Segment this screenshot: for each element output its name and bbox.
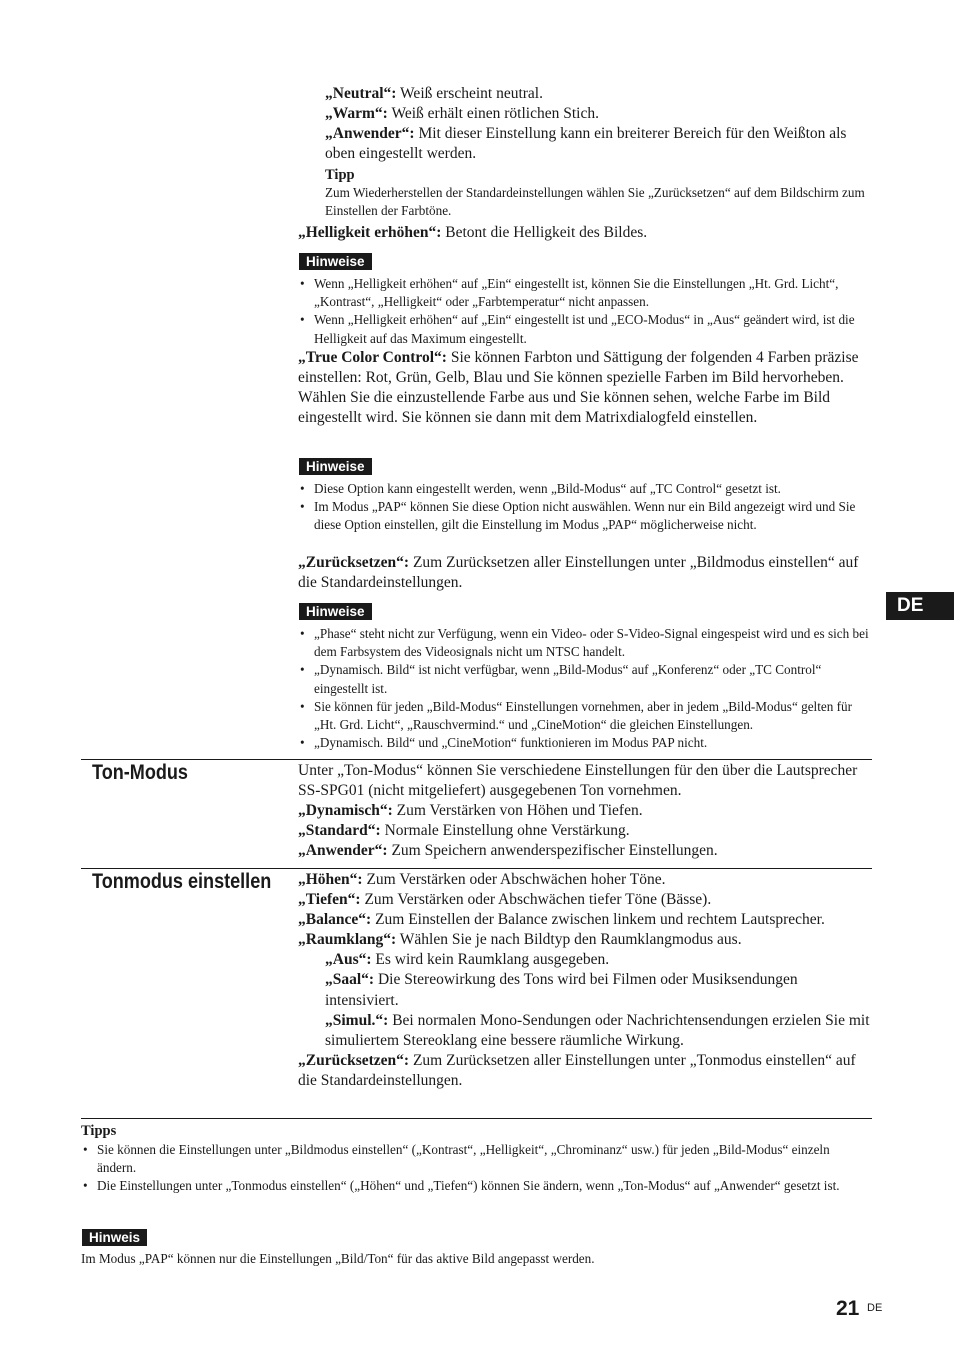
truecolor-item: „True Color Control“: Sie können Farbton und Sättigung der folgenden 4 Farben präzise einstellen: Rot, Grün, Gelb, Blau und Sie können spezielle Farben im Bild hervorheben. Wählen Sie die einzustellende Farbe aus und Sie können sehen, welche Farbe im Bild eingestellt wird. Sie können sie dann mit dem Matrixdialogfeld einstellen. bbox=[298, 349, 859, 427]
list-item: • Sie können für jeden „Bild-Modus“ Einstellungen vornehmen, aber in jedem „Bild-Modus“ gelten für „Ht. Grd. Licht“, „Rauschvermind.“ und „CineMotion“ die gleichen Einstellungen. bbox=[298, 698, 874, 734]
wb-option-anwender: „Anwender“: Mit dieser Einstellung kann ein breiterer Bereich für den Weißton als oben eingestellt werden. bbox=[325, 125, 847, 163]
hinweis-text: Im Modus „PAP“ können nur die Einstellungen „Bild/Ton“ für das aktive Bild angepasst werden. bbox=[81, 1251, 595, 1266]
tipps-list bbox=[81, 1141, 871, 1196]
hinweise-badge: Hinweise bbox=[299, 458, 372, 476]
list-item: • Wenn „Helligkeit erhöhen“ auf „Ein“ eingestellt ist und „ECO-Modus“ in „Aus“ geändert wird, ist die Helligkeit auf das Maximum eingestellt. bbox=[298, 311, 874, 347]
tonmodus-einstellen-content bbox=[298, 870, 874, 1091]
hinweis-badge: Hinweis bbox=[82, 1229, 147, 1247]
raumklang-option: „Saal“: Die Stereowirkung des Tons wird bei Filmen oder Musiksendungen intensiviert. bbox=[325, 971, 798, 1009]
wb-option-neutral: „Neutral“: Weiß erscheint neutral. bbox=[325, 85, 543, 102]
page-number: 21 bbox=[836, 1297, 860, 1320]
tip-box bbox=[298, 166, 874, 221]
section-title-tonmodus-einstellen: Tonmodus einstellen bbox=[92, 870, 272, 893]
helligkeit-item: „Helligkeit erhöhen“: Betont die Helligkeit des Bildes. bbox=[298, 224, 648, 241]
ton-option: „Standard“: Normale Einstellung ohne Verstärkung. bbox=[298, 822, 630, 840]
list-item: • „Phase“ steht nicht zur Verfügung, wenn ein Video- oder S-Video-Signal eingespeist wird und es sich bei dem Farbsystem des Videosignals nicht um NTSC handelt. bbox=[298, 625, 874, 661]
white-balance-options bbox=[298, 84, 874, 164]
ton-option: „Dynamisch“: Zum Verstärken von Höhen und Tiefen. bbox=[298, 802, 643, 820]
list-item: • „Dynamisch. Bild“ und „CineMotion“ funktionieren im Modus PAP nicht. bbox=[298, 734, 874, 752]
hinweise-list bbox=[298, 275, 874, 348]
list-item: • Die Einstellungen unter „Tonmodus einstellen“ („Höhen“ und „Tiefen“) können Sie ändern, wenn „Ton-Modus“ auf „Anwender“ gesetzt ist. bbox=[81, 1177, 871, 1195]
sound-setting-raumklang: „Raumklang“: Wählen Sie je nach Bildtyp den Raumklangmodus aus. bbox=[298, 931, 742, 949]
list-item: • Diese Option kann eingestellt werden, wenn „Bild-Modus“ auf „TC Control“ gesetzt ist. bbox=[298, 480, 874, 498]
tipps-box bbox=[81, 1122, 871, 1196]
list-item: • „Dynamisch. Bild“ ist nicht verfügbar, wenn „Bild-Modus“ auf „Konferenz“ oder „TC Control“ eingestellt ist. bbox=[298, 661, 874, 697]
tipps-heading: Tipps bbox=[81, 1123, 117, 1139]
raumklang-option: „Simul.“: Bei normalen Mono-Sendungen oder Nachrichtensendungen erzielen Sie mit simuliertem Stereoklang eine bessere räumliche Wirkung. bbox=[325, 1011, 870, 1049]
section-divider bbox=[81, 759, 872, 760]
list-item: • Wenn „Helligkeit erhöhen“ auf „Ein“ eingestellt ist, können Sie die Einstellungen „Ht. Grd. Licht“, „Kontrast“, „Helligkeit“ oder „Farbtemperatur“ nicht anpassen. bbox=[298, 275, 874, 311]
hinweise-list bbox=[298, 480, 874, 535]
hinweise-list bbox=[298, 625, 874, 752]
hinweise-badge: Hinweise bbox=[299, 603, 372, 621]
sound-setting-zuruecksetzen: „Zurücksetzen“: Zum Zurücksetzen aller Einstellungen unter „Tonmodus einstellen“ auf die Standardeinstellungen. bbox=[298, 1051, 856, 1089]
language-tab: DE bbox=[886, 592, 954, 620]
ton-option: „Anwender“: Zum Speichern anwenderspezifischer Einstellungen. bbox=[298, 842, 718, 860]
ton-modus-intro: Unter „Ton-Modus“ können Sie verschiedene Einstellungen für den über die Lautsprecher SS-SPG01 (nicht mitgeliefert) ausgegebenen Ton vornehmen. bbox=[298, 762, 858, 800]
sound-setting-balance: „Balance“: Zum Einstellen der Balance zwischen linkem und rechtem Lautsprecher. bbox=[298, 911, 825, 929]
list-item: • Sie können die Einstellungen unter „Bildmodus einstellen“ („Kontrast“, „Helligkeit“, „Chrominanz“ usw.) für jeden „Bild-Modus“ einzeln ändern. bbox=[81, 1141, 871, 1177]
page-language: DE bbox=[867, 1302, 883, 1314]
hinweise-badge: Hinweise bbox=[299, 253, 372, 271]
list-item: • Im Modus „PAP“ können Sie diese Option nicht auswählen. Wenn nur ein Bild angezeigt wird und Sie diese Option einstellen, gilt die Einstellung im Modus „PAP“ möglicherweise nicht. bbox=[298, 498, 874, 534]
sound-setting-tiefen: „Tiefen“: Zum Verstärken oder Abschwächen tiefer Töne (Bässe). bbox=[298, 891, 712, 909]
tip-text: Zum Wiederherstellen der Standardeinstellungen wählen Sie „Zurücksetzen“ auf dem Bildschirm zum Einstellen der Farbtöne. bbox=[325, 185, 865, 219]
raumklang-option: „Aus“: Es wird kein Raumklang ausgegeben. bbox=[325, 951, 610, 969]
wb-option-warm: „Warm“: Weiß erhält einen rötlichen Stich. bbox=[325, 105, 599, 123]
zuruecksetzen-item: „Zurücksetzen“: Zum Zurücksetzen aller Einstellungen unter „Bildmodus einstellen“ auf die Standardeinstellungen. bbox=[298, 554, 859, 592]
sound-setting-hoehen: „Höhen“: Zum Verstärken oder Abschwächen hoher Töne. bbox=[298, 871, 666, 888]
section-title-ton-modus: Ton-Modus bbox=[92, 761, 188, 784]
section-divider bbox=[81, 1118, 872, 1119]
tip-heading: Tipp bbox=[325, 167, 355, 183]
ton-modus-content bbox=[298, 761, 874, 861]
